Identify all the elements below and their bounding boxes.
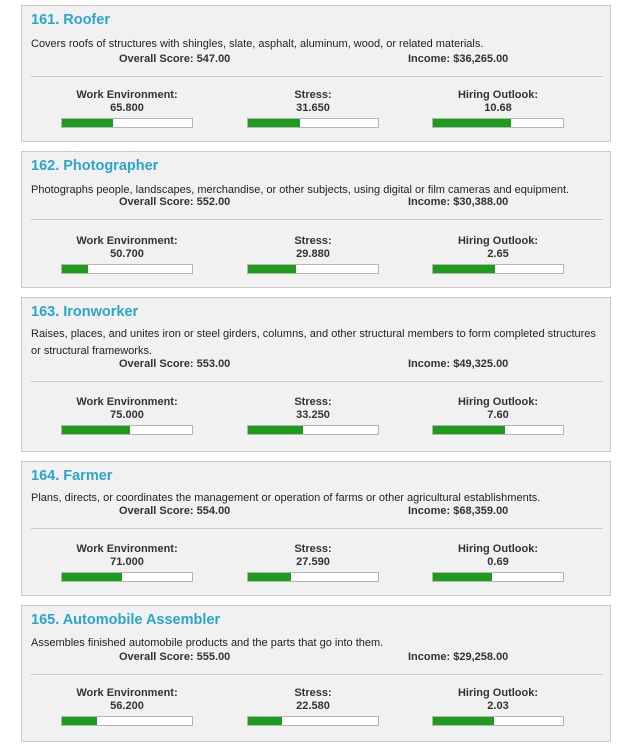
work-environment-bar-fill: [62, 426, 130, 434]
stress-bar: [247, 118, 379, 128]
work-environment-label: Work Environment:: [76, 235, 178, 247]
stress-label: Stress:: [294, 235, 332, 247]
income-label: Income:: [408, 505, 451, 517]
stress-metric: [247, 687, 379, 726]
hiring-outlook-bar-fill: [433, 426, 505, 434]
stress-value: 31.650: [296, 102, 330, 114]
stress-bar-fill: [248, 573, 291, 581]
hiring-outlook-label: Hiring Outlook:: [457, 543, 539, 555]
work-environment-metric: [61, 687, 193, 726]
work-environment-bar-fill: [62, 119, 113, 127]
income-value: $49,325.00: [453, 358, 509, 370]
hiring-outlook-bar-fill: [433, 265, 495, 273]
work-environment-bar: [61, 264, 193, 274]
hiring-outlook-label: Hiring Outlook:: [457, 235, 539, 247]
job-title[interactable]: 165. Automobile Assembler: [31, 612, 221, 628]
job-description: Assembles finished automobile products and the parts that go into them.: [31, 637, 384, 649]
hiring-outlook-metric: [432, 543, 564, 582]
work-environment-label: Work Environment:: [76, 543, 178, 555]
stress-bar: [247, 716, 379, 726]
divider: [31, 219, 603, 220]
job-card: [21, 151, 611, 288]
job-title[interactable]: 161. Roofer: [31, 12, 110, 28]
income-label: Income:: [408, 53, 451, 65]
income-value: $68,359.00: [453, 505, 509, 517]
income-label: Income:: [408, 196, 451, 208]
job-title[interactable]: 164. Farmer: [31, 468, 113, 484]
hiring-outlook-value: 7.60: [487, 409, 509, 421]
hiring-outlook-label: Hiring Outlook:: [457, 687, 539, 699]
overall-score-value: 547.00: [196, 53, 231, 65]
job-description: Raises, places, and unites iron or steel girders, columns, and other structural members to form completed structures or structural frameworks.: [31, 328, 596, 357]
hiring-outlook-metric: [432, 89, 564, 128]
job-description: Covers roofs of structures with shingles, slate, asphalt, aluminum, wood, or related materials.: [31, 38, 484, 50]
stress-label: Stress:: [294, 396, 332, 408]
income: [408, 196, 508, 208]
stress-bar-fill: [248, 265, 296, 273]
work-environment-value: 50.700: [110, 248, 144, 260]
stress-value: 22.580: [296, 700, 330, 712]
income: [408, 651, 508, 663]
overall-score: [119, 505, 230, 517]
stress-bar: [247, 425, 379, 435]
job-card: [21, 5, 611, 142]
hiring-outlook-metric: [432, 396, 564, 435]
hiring-outlook-label: Hiring Outlook:: [457, 396, 539, 408]
stress-metric: [247, 89, 379, 128]
overall-score-label: Overall Score:: [119, 196, 194, 208]
work-environment-label: Work Environment:: [76, 396, 178, 408]
overall-score-label: Overall Score:: [119, 505, 194, 517]
overall-score-value: 554.00: [196, 505, 231, 517]
overall-score-label: Overall Score:: [119, 358, 194, 370]
work-environment-metric: [61, 235, 193, 274]
stress-value: 33.250: [296, 409, 330, 421]
hiring-outlook-bar: [432, 572, 564, 582]
divider: [31, 381, 603, 382]
work-environment-value: 75.000: [110, 409, 144, 421]
hiring-outlook-bar: [432, 716, 564, 726]
work-environment-bar-fill: [62, 573, 122, 581]
work-environment-bar: [61, 572, 193, 582]
work-environment-value: 65.800: [110, 102, 144, 114]
income-label: Income:: [408, 358, 451, 370]
work-environment-bar-fill: [62, 265, 88, 273]
divider: [31, 76, 603, 77]
stress-label: Stress:: [294, 89, 332, 101]
divider: [31, 528, 603, 529]
hiring-outlook-metric: [432, 687, 564, 726]
overall-score: [119, 196, 230, 208]
overall-score: [119, 358, 230, 370]
work-environment-bar: [61, 425, 193, 435]
hiring-outlook-bar: [432, 264, 564, 274]
divider: [31, 674, 603, 675]
overall-score-label: Overall Score:: [119, 651, 194, 663]
stress-bar: [247, 264, 379, 274]
work-environment-metric: [61, 396, 193, 435]
hiring-outlook-bar-fill: [433, 717, 494, 725]
job-description: Photographs people, landscapes, merchandise, or other subjects, using digital or film cameras and equipment.: [31, 184, 570, 196]
income: [408, 53, 508, 65]
work-environment-value: 56.200: [110, 700, 144, 712]
stress-label: Stress:: [294, 687, 332, 699]
job-card: [21, 605, 611, 742]
stress-metric: [247, 235, 379, 274]
income: [408, 505, 508, 517]
job-description: Plans, directs, or coordinates the management or operation of farms or other agricultural establishments.: [31, 492, 541, 504]
stress-bar-fill: [248, 717, 282, 725]
stress-metric: [247, 543, 379, 582]
overall-score: [119, 651, 230, 663]
overall-score-label: Overall Score:: [119, 53, 194, 65]
job-title[interactable]: 162. Photographer: [31, 158, 159, 174]
job-title[interactable]: 163. Ironworker: [31, 304, 139, 320]
work-environment-label: Work Environment:: [76, 89, 178, 101]
income: [408, 358, 508, 370]
hiring-outlook-value: 0.69: [487, 556, 509, 568]
job-card: [21, 461, 611, 596]
work-environment-metric: [61, 543, 193, 582]
hiring-outlook-label: Hiring Outlook:: [457, 89, 539, 101]
job-card: [21, 297, 611, 452]
hiring-outlook-bar: [432, 118, 564, 128]
stress-metric: [247, 396, 379, 435]
income-value: $36,265.00: [453, 53, 509, 65]
hiring-outlook-bar-fill: [433, 119, 511, 127]
stress-bar-fill: [248, 119, 300, 127]
overall-score-value: 553.00: [196, 358, 231, 370]
hiring-outlook-value: 2.65: [487, 248, 509, 260]
stress-value: 27.590: [296, 556, 330, 568]
hiring-outlook-value: 2.03: [487, 700, 509, 712]
hiring-outlook-bar: [432, 425, 564, 435]
work-environment-metric: [61, 89, 193, 128]
stress-bar: [247, 572, 379, 582]
work-environment-label: Work Environment:: [76, 687, 178, 699]
hiring-outlook-value: 10.68: [484, 102, 512, 114]
stress-label: Stress:: [294, 543, 332, 555]
work-environment-value: 71.000: [110, 556, 144, 568]
income-value: $30,388.00: [453, 196, 509, 208]
work-environment-bar: [61, 118, 193, 128]
income-value: $29,258.00: [453, 651, 509, 663]
overall-score: [119, 53, 230, 65]
stress-value: 29.880: [296, 248, 330, 260]
hiring-outlook-bar-fill: [433, 573, 492, 581]
overall-score-value: 555.00: [196, 651, 231, 663]
stress-bar-fill: [248, 426, 303, 434]
work-environment-bar: [61, 716, 193, 726]
work-environment-bar-fill: [62, 717, 97, 725]
hiring-outlook-metric: [432, 235, 564, 274]
overall-score-value: 552.00: [196, 196, 231, 208]
income-label: Income:: [408, 651, 451, 663]
